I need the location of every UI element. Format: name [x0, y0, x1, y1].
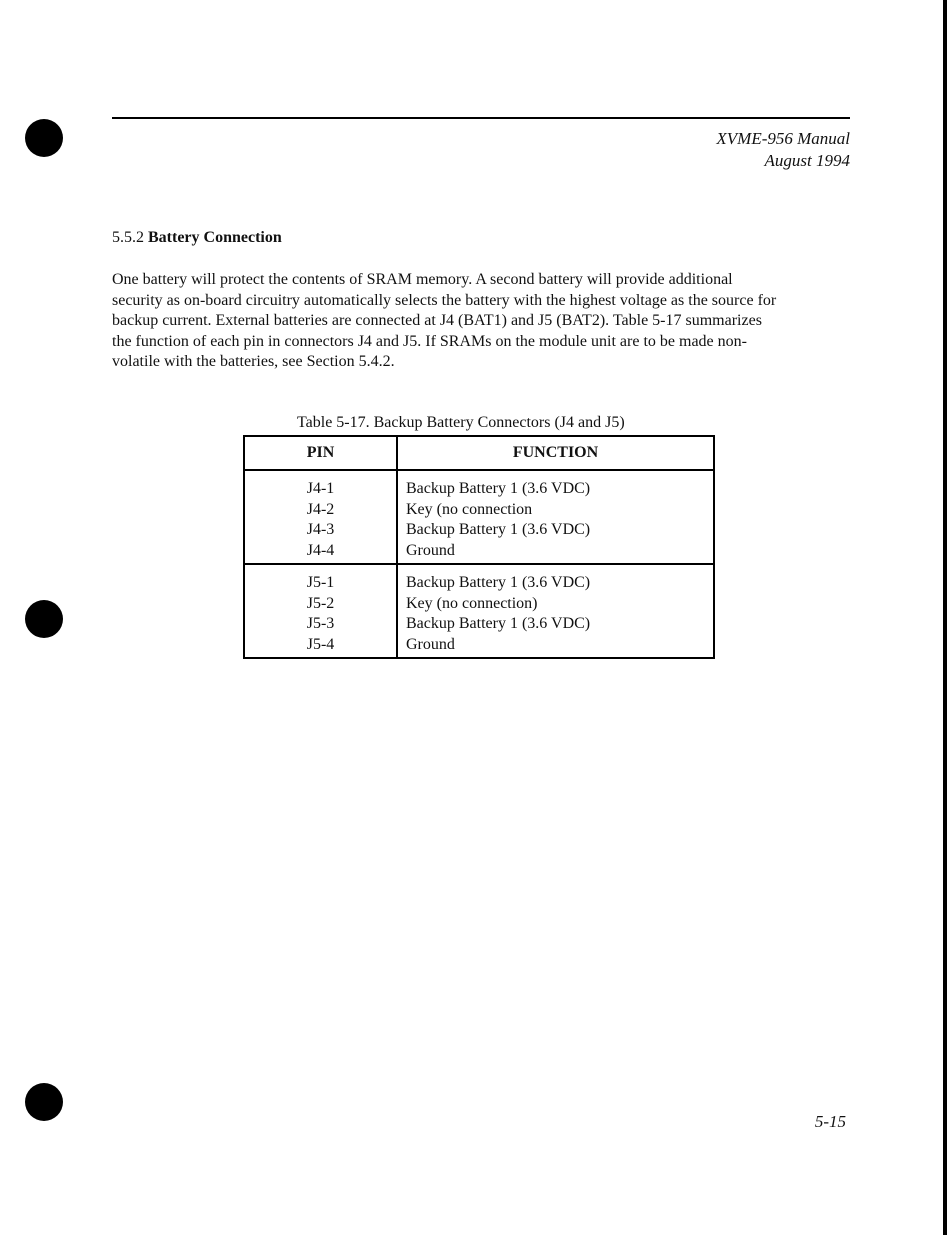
body-line: backup current. External batteries are connected at J4 (BAT1) and J5 (BAT2). Table 5-17 summarizes	[112, 312, 762, 330]
page-right-edge	[943, 0, 947, 1235]
pin-cell	[244, 564, 397, 658]
pin-label: J4-4	[306, 541, 335, 559]
function-label: Ground	[406, 541, 455, 559]
section-number: 5.5.2	[112, 229, 144, 246]
binder-hole-middle	[25, 600, 63, 638]
function-label: Backup Battery 1 (3.6 VDC)	[406, 480, 591, 497]
function-cell	[397, 564, 714, 658]
table-row-j5	[244, 564, 714, 658]
pin-label: J4-3	[306, 521, 335, 538]
body-line: volatile with the batteries, see Section 5.4.2.	[112, 353, 395, 371]
connector-table	[243, 435, 715, 659]
pin-label: J5-4	[306, 635, 335, 653]
header-pin: PIN	[244, 436, 397, 470]
function-cell	[397, 470, 714, 564]
table-header-row	[244, 436, 714, 470]
function-label: Backup Battery 1 (3.6 VDC)	[406, 574, 591, 591]
pin-cell	[244, 470, 397, 564]
binder-hole-bottom	[25, 1083, 63, 1121]
body-paragraph	[112, 270, 852, 373]
header-function: FUNCTION	[397, 436, 714, 470]
function-label: Key (no connection	[406, 500, 533, 518]
pin-label: J5-2	[306, 594, 335, 612]
pin-label: J5-1	[306, 574, 335, 591]
binder-hole-top	[25, 119, 63, 157]
function-label: Key (no connection)	[406, 594, 538, 612]
manual-date: August 1994	[764, 151, 850, 170]
function-label: Backup Battery 1 (3.6 VDC)	[406, 521, 591, 538]
section-heading	[112, 229, 282, 247]
running-header	[716, 128, 850, 172]
page-number: 5-15	[814, 1112, 846, 1131]
section-title: Battery Connection	[148, 229, 282, 246]
table-row-j4	[244, 470, 714, 564]
table-caption: Table 5-17. Backup Battery Connectors (J4 and J5)	[297, 414, 625, 431]
body-line: security as on-board circuitry automatically selects the battery with the highest voltage as the source for	[112, 291, 777, 309]
function-label: Ground	[406, 635, 455, 653]
body-line: the function of each pin in connectors J4 and J5. If SRAMs on the module unit are to be made non-	[112, 332, 747, 350]
manual-title: XVME-956 Manual	[716, 129, 850, 148]
pin-label: J4-2	[306, 500, 335, 518]
pin-label: J4-1	[306, 480, 335, 497]
function-label: Backup Battery 1 (3.6 VDC)	[406, 615, 591, 632]
pin-label: J5-3	[306, 615, 335, 632]
body-line: One battery will protect the contents of SRAM memory. A second battery will provide additional	[112, 271, 733, 288]
header-rule	[112, 117, 850, 119]
